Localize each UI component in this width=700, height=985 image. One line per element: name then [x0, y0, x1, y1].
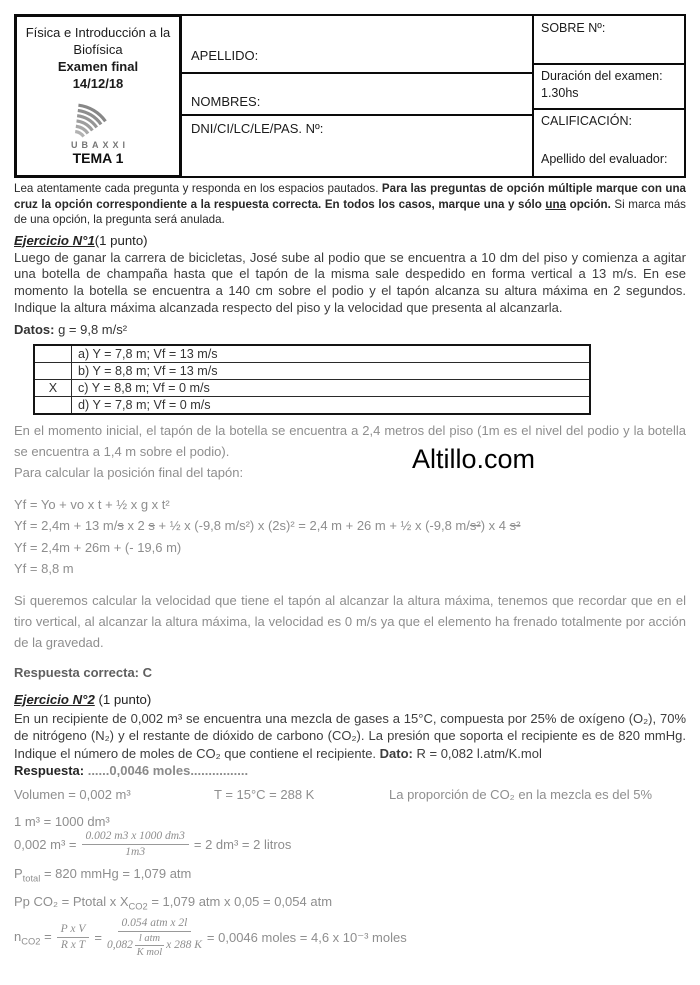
partial-pressure-line: Pp CO₂ = Ptotal x $X_{CO2} = 1,079$ atm x 0,05 = 0,054 atm [14, 893, 333, 912]
volumen-value: Volumen = 0,002 m³ [14, 787, 131, 803]
exam-date: 14/12/18 [72, 76, 124, 91]
dni-field [182, 116, 532, 176]
option-mark-b [34, 362, 72, 379]
moles-fraction-2-denominator [107, 932, 202, 958]
altillo-watermark: Altillo.com [412, 444, 536, 474]
moles-fraction-2 [107, 917, 202, 958]
moles-equation-equals: = [94, 930, 102, 946]
proporcion-note: La proporción de CO₂ en la mezcla es del 5% [389, 787, 653, 803]
denominator-coefficient: 0,082 [106, 939, 133, 952]
ubaxxi-logo-icon [60, 95, 136, 139]
option-text-a: a) Y = 7,8 m; Vf = 13 m/s [72, 345, 591, 363]
moles-fraction-1 [57, 923, 90, 952]
header-student-fields [182, 16, 532, 176]
option-mark-a [34, 345, 72, 363]
options-table [33, 344, 591, 415]
exam-type: Examen final [57, 59, 139, 74]
option-mark-d [34, 396, 72, 414]
option-row-b [34, 362, 590, 379]
duracion-value: 1.30hs [541, 86, 579, 100]
gas-constant-fraction [135, 933, 164, 958]
option-row-d [34, 396, 590, 414]
moles-equation [14, 917, 686, 958]
volume-fraction-numerator: 0.002 m3 x 1000 dm3 [82, 830, 189, 845]
solution1-paragraph3: Si queremos calcular la velocidad que tiene el tapón al alcanzar la altura máxima, tenemos que recordar que en el tiro vertical, al alcanzar la altura máxima, la velocidad es 0 m/s ya que el elemento ha frenado totalmente por acción de la gravedad. [14, 592, 686, 650]
course-title-line2: Biofísica [73, 42, 123, 57]
exam-header [14, 14, 686, 178]
exercise2-statement: En un recipiente de 0,002 m³ se encuentra una mezcla de gases a 15°C, compuesta por 25% de oxígeno (O₂), 70% de nitrógeno (N₂) y el restante de dióxido de carbono (CO₂). La presión que soporta el recipiente es de 820 mmHg. Indique el número de moles de CO₂ que contiene el recipiente. Dato: R = 0,082 l.atm/K.mol [14, 710, 686, 761]
solution1-paragraph2: Para calcular la posición final del tapón: [14, 464, 244, 480]
respuesta-line: Respuesta: ......0,0046 moles................ [14, 763, 249, 779]
calificacion-label: CALIFICACIÓN: [541, 114, 632, 128]
duracion-field [534, 65, 684, 110]
denominator-temperature: x 288 K [166, 939, 202, 952]
ubaxxi-logo-text: UBAXXI [70, 140, 129, 150]
sobre-label: SOBRE Nº: [541, 21, 606, 35]
option-text-d: d) Y = 7,8 m; Vf = 0 m/s [72, 396, 591, 414]
exam-instructions: Lea atentamente cada pregunta y responda en los espacios pautados. Para las preguntas de opción múltiple marque con una cruz la opción correspondiente a la respuesta correcta. En todos los casos, marque una y sólo una opción. Si marca más de una opción, la pregunta será anulada. [14, 182, 686, 226]
exercise1-heading: Ejercicio N°1(1 punto) [14, 232, 148, 248]
apellido-label: APELLIDO: [191, 48, 259, 63]
apellido-field [182, 16, 532, 74]
moles-fraction-1-denominator: R x T [60, 939, 86, 952]
respuesta-correcta: Respuesta correcta: C [14, 664, 152, 680]
calificacion-field [534, 110, 684, 176]
moles-equation-rhs: = 0,0046 moles = 4,6 x 10⁻³ moles [206, 929, 407, 945]
course-title-line1: Física e Introducción a la [25, 25, 171, 40]
nombres-label: NOMBRES: [191, 94, 261, 109]
exercise2-heading: Ejercicio N°2 (1 punto) [14, 691, 152, 707]
exercise1-datos: Datos: g = 9,8 m/s² [14, 321, 128, 337]
evaluador-label: Apellido del evaluador: [541, 152, 668, 166]
volume-equation [14, 830, 686, 859]
option-text-b: b) Y = 8,8 m; Vf = 13 m/s [72, 362, 591, 379]
formula-line-2: Yf = 2,4m + 13 m/s x 2 s + ½ x (-9,8 m/s²) x (2s)² = 2,4 m + 26 m + ½ x (-9,8 m/s²) x 4 s² [14, 518, 521, 534]
option-row-a [34, 345, 590, 363]
ptotal-line: $P_{total} = 820$ mmHg = 1,079 atm [14, 866, 192, 884]
tema-label: TEMA 1 [72, 150, 124, 166]
volume-equation-rhs: = 2 dm³ = 2 litros [193, 837, 292, 853]
solution2-given-values [14, 787, 686, 802]
unit-conversion: 1 m³ = 1000 dm³ [14, 814, 110, 830]
option-mark-c: X [34, 379, 72, 396]
duracion-label: Duración del examen: [541, 69, 663, 83]
option-text-c: c) Y = 8,8 m; Vf = 0 m/s [72, 379, 591, 396]
volume-fraction [82, 830, 189, 859]
sobre-field [534, 16, 684, 65]
moles-equation-lhs: $n_{CO2}$ = [14, 929, 52, 947]
gas-constant-denominator: K mol [136, 947, 163, 959]
formula-line-3: Yf = 2,4m + 26m + (- 19,6 m) [14, 539, 182, 555]
volume-fraction-denominator: 1m3 [125, 846, 146, 859]
exercise1-statement: Luego de ganar la carrera de bicicletas, José sube al podio que se encuentra a 10 dm del piso y comienza a agitar una botella de champaña hasta que el tapón de la misma sale despedido en forma vertical a 13 m/s. En ese momento la botella se encuentra a 140 cm sobre el podio y el tapón alcanza su altura máxima en 2 segundos. Indique la altura máxima alcanzada respecto del piso y la velocidad que presenta al alcanzarla. [14, 249, 686, 315]
moles-fraction-2-numerator: 0.054 atm x 2l [118, 917, 192, 932]
temperature-value: T = 15°C = 288 K [214, 787, 315, 803]
gas-constant-numerator: l atm [135, 933, 164, 946]
moles-fraction-1-numerator: P x V [57, 923, 90, 938]
header-course-box [14, 14, 182, 178]
solution1-paragraph1: En el momento inicial, el tapón de la botella se encuentra a 2,4 metros del piso (1m es el nivel del podio y la botella se encuentra a 1,4 m sobre el podio). [14, 422, 686, 459]
formula-line-1: Yf = Yo + vo x t + ½ x g x t² [14, 496, 170, 512]
option-row-c [34, 379, 590, 396]
formula-line-4: Yf = 8,8 m [14, 561, 74, 577]
header-admin-fields [532, 16, 684, 176]
nombres-field [182, 74, 532, 116]
course-title [26, 24, 171, 58]
volume-equation-lhs: 0,002 m³ = [14, 837, 77, 853]
dni-label: DNI/CI/LC/LE/PAS. Nº: [191, 121, 324, 136]
